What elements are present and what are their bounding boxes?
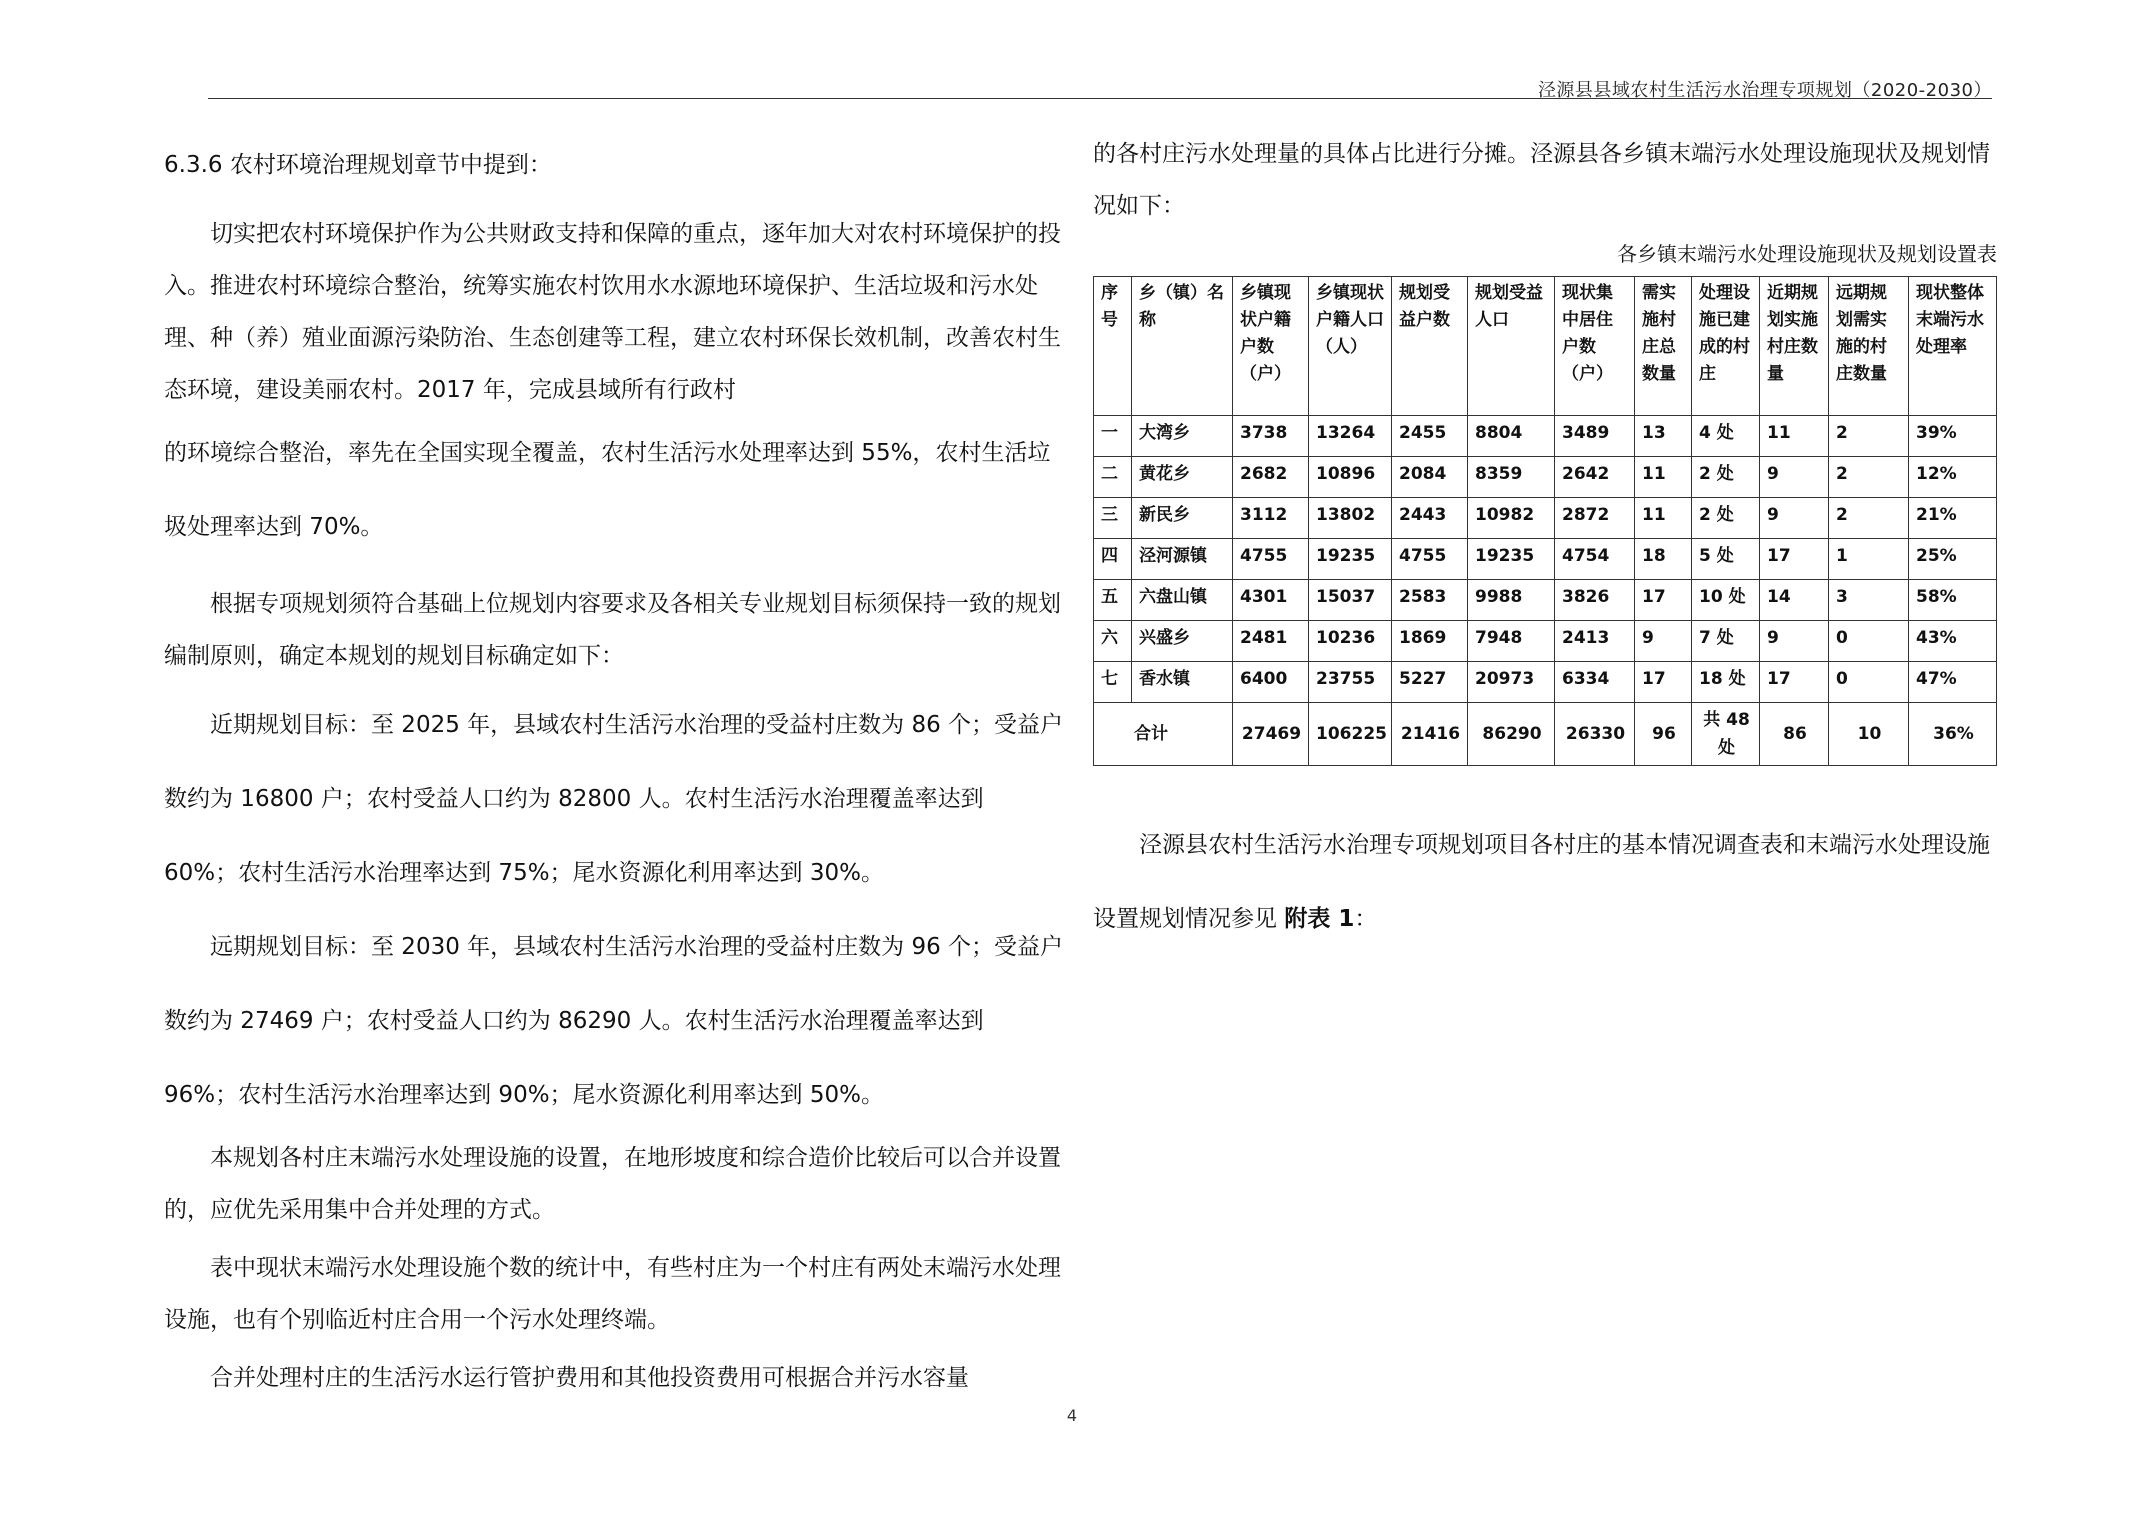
table-row	[1094, 539, 1997, 580]
table-row	[1094, 416, 1997, 457]
table-cell: 新民乡	[1132, 498, 1233, 539]
appendix-reference: 附表 1	[1284, 906, 1355, 932]
table-row	[1094, 498, 1997, 539]
table-cell: 21%	[1909, 498, 1997, 539]
table-caption: 各乡镇末端污水处理设施现状及规划设置表	[1617, 242, 1997, 266]
table-cell: 17	[1760, 662, 1829, 703]
table-cell: 9988	[1468, 580, 1555, 621]
paragraph-6: 表中现状末端污水处理设施个数的统计中，有些村庄为一个村庄有两处末端污水处理设施，也有个别临近村庄合用一个污水处理终端。	[164, 1255, 1061, 1333]
total-cell: 21416	[1392, 703, 1468, 766]
table-cell: 2583	[1392, 580, 1468, 621]
table-cell: 2 处	[1692, 498, 1760, 539]
table-body	[1094, 416, 1997, 766]
paragraph-1b: 的环境综合整治，率先在全国实现全覆盖，农村生活污水处理率达到 55%，农村生活垃圾处理率达到 70%。	[164, 440, 1051, 540]
total-label-cell: 合计	[1094, 703, 1233, 766]
total-cell: 36%	[1909, 703, 1997, 766]
page-number: 4	[1066, 1406, 1078, 1425]
table-cell: 2443	[1392, 498, 1468, 539]
table-cell: 2682	[1233, 457, 1309, 498]
table-cell: 七	[1094, 662, 1132, 703]
table-cell: 2	[1829, 498, 1909, 539]
table-cell: 四	[1094, 539, 1132, 580]
table-cell: 4755	[1392, 539, 1468, 580]
table-cell: 2	[1829, 416, 1909, 457]
table-cell: 19235	[1309, 539, 1392, 580]
table-cell: 3489	[1555, 416, 1635, 457]
table-cell: 2	[1829, 457, 1909, 498]
table-cell: 1	[1829, 539, 1909, 580]
table-cell: 二	[1094, 457, 1132, 498]
total-cell: 106225	[1309, 703, 1392, 766]
table-cell: 20973	[1468, 662, 1555, 703]
table-cell: 9	[1760, 621, 1829, 662]
table-cell: 5 处	[1692, 539, 1760, 580]
table-cell: 18	[1635, 539, 1692, 580]
table-cell: 黄花乡	[1132, 457, 1233, 498]
right-intro-text: 的各村庄污水处理量的具体占比进行分摊。泾源县各乡镇末端污水处理设施现状及规划情况如下：	[1093, 141, 1990, 219]
table-cell: 19235	[1468, 539, 1555, 580]
table-cell: 4 处	[1692, 416, 1760, 457]
total-cell: 86290	[1468, 703, 1555, 766]
paragraph-3-short-term-goal: 近期规划目标：至 2025 年，县域农村生活污水治理的受益村庄数为 86 个；受益户数约为 16800 户；农村受益人口约为 82800 人。农村生活污水治理覆盖率达到 60%；农村生活污水治理率达到 75%；尾水资源化利用率达到 30%。	[164, 712, 1064, 886]
section-heading: 6.3.6 农村环境治理规划章节中提到：	[164, 152, 552, 178]
table-cell: 13802	[1309, 498, 1392, 539]
table-cell: 17	[1635, 580, 1692, 621]
table-cell: 6400	[1233, 662, 1309, 703]
table-cell: 3	[1829, 580, 1909, 621]
table-cell: 3738	[1233, 416, 1309, 457]
table-cell: 一	[1094, 416, 1132, 457]
table-cell: 23755	[1309, 662, 1392, 703]
table-header-cell: 远期规划需实施的村庄数量	[1829, 277, 1909, 416]
table-cell: 六	[1094, 621, 1132, 662]
table-header-cell: 现状集中居住户数（户）	[1555, 277, 1635, 416]
closing-text: 泾源县农村生活污水治理专项规划项目各村庄的基本情况调查表和末端污水处理设施设置规划情况参见	[1093, 832, 1990, 932]
table-total-row	[1094, 703, 1997, 766]
paragraph-5: 本规划各村庄末端污水处理设施的设置，在地形坡度和综合造价比较后可以合并设置的，应优先采用集中合并处理的方式。	[164, 1145, 1061, 1223]
table-header-cell: 现状整体末端污水处理率	[1909, 277, 1997, 416]
table-cell: 6334	[1555, 662, 1635, 703]
total-cell: 96	[1635, 703, 1692, 766]
table-cell: 7948	[1468, 621, 1555, 662]
table-cell: 六盘山镇	[1132, 580, 1233, 621]
table-cell: 10896	[1309, 457, 1392, 498]
table-cell: 1869	[1392, 621, 1468, 662]
table-cell: 15037	[1309, 580, 1392, 621]
table-header-cell: 乡（镇）名称	[1132, 277, 1233, 416]
table-cell: 7 处	[1692, 621, 1760, 662]
table-header-cell: 乡镇现状户籍户数（户）	[1233, 277, 1309, 416]
total-cell: 共 48 处	[1692, 703, 1760, 766]
table-cell: 39%	[1909, 416, 1997, 457]
table-header-cell: 需实施村庄总数量	[1635, 277, 1692, 416]
table-row	[1094, 580, 1997, 621]
table-cell: 2642	[1555, 457, 1635, 498]
table-row	[1094, 662, 1997, 703]
table-cell: 大湾乡	[1132, 416, 1233, 457]
table-cell: 10982	[1468, 498, 1555, 539]
table-cell: 三	[1094, 498, 1132, 539]
closing-punctuation: ：	[1354, 906, 1378, 932]
table-cell: 2455	[1392, 416, 1468, 457]
facilities-table	[1093, 276, 1997, 766]
table-cell: 2 处	[1692, 457, 1760, 498]
table-cell: 14	[1760, 580, 1829, 621]
table-cell: 3826	[1555, 580, 1635, 621]
table-cell: 2481	[1233, 621, 1309, 662]
table-header-cell: 近期规划实施村庄数量	[1760, 277, 1829, 416]
paragraph-4-long-term-goal: 远期规划目标：至 2030 年，县域农村生活污水治理的受益村庄数为 96 个；受益户数约为 27469 户；农村受益人口约为 86290 人。农村生活污水治理覆盖率达到 96%；农村生活污水治理率达到 90%；尾水资源化利用率达到 50%。	[164, 934, 1064, 1108]
table-cell: 0	[1829, 662, 1909, 703]
table-header-cell: 序号	[1094, 277, 1132, 416]
table-cell: 11	[1635, 498, 1692, 539]
table-header-cell: 规划受益户数	[1392, 277, 1468, 416]
table-cell: 4754	[1555, 539, 1635, 580]
table-cell: 17	[1760, 539, 1829, 580]
table-cell: 13	[1635, 416, 1692, 457]
table-header-cell: 处理设施已建成的村庄	[1692, 277, 1760, 416]
table-cell: 9	[1760, 457, 1829, 498]
table-cell: 2413	[1555, 621, 1635, 662]
table-cell: 8804	[1468, 416, 1555, 457]
table-cell: 12%	[1909, 457, 1997, 498]
header-divider	[208, 98, 1992, 99]
document-header-title: 泾源县县域农村生活污水治理专项规划（2020-2030）	[1537, 80, 1992, 101]
table-cell: 10236	[1309, 621, 1392, 662]
table-header-row	[1094, 277, 1997, 416]
table-cell: 8359	[1468, 457, 1555, 498]
table-row	[1094, 457, 1997, 498]
table-cell: 4755	[1233, 539, 1309, 580]
total-cell: 26330	[1555, 703, 1635, 766]
table-cell: 9	[1760, 498, 1829, 539]
table-cell: 2084	[1392, 457, 1468, 498]
table-cell: 2872	[1555, 498, 1635, 539]
table-cell: 香水镇	[1132, 662, 1233, 703]
table-cell: 18 处	[1692, 662, 1760, 703]
paragraph-1a: 切实把农村环境保护作为公共财政支持和保障的重点，逐年加大对农村环境保护的投入。推进农村环境综合整治，统筹实施农村饮用水水源地环境保护、生活垃圾和污水处理、种（养）殖业面源污染防治、生态创建等工程，建立农村环保长效机制，改善农村生态环境，建设美丽农村。2017 年，完成县域所有行政村	[164, 221, 1061, 403]
left-column	[164, 128, 1064, 1404]
table-row	[1094, 621, 1997, 662]
total-cell: 86	[1760, 703, 1829, 766]
total-cell: 10	[1829, 703, 1909, 766]
paragraph-2: 根据专项规划须符合基础上位规划内容要求及各相关专业规划目标须保持一致的规划编制原则，确定本规划的规划目标确定如下：	[164, 591, 1061, 669]
right-column	[1093, 128, 1997, 956]
table-cell: 58%	[1909, 580, 1997, 621]
total-cell: 27469	[1233, 703, 1309, 766]
closing-paragraph	[1093, 808, 1997, 956]
table-cell: 43%	[1909, 621, 1997, 662]
table-cell: 4301	[1233, 580, 1309, 621]
table-cell: 0	[1829, 621, 1909, 662]
table-cell: 兴盛乡	[1132, 621, 1233, 662]
table-cell: 13264	[1309, 416, 1392, 457]
table-cell: 3112	[1233, 498, 1309, 539]
table-header-cell: 乡镇现状户籍人口（人）	[1309, 277, 1392, 416]
table-header-cell: 规划受益人口	[1468, 277, 1555, 416]
table-cell: 47%	[1909, 662, 1997, 703]
table-cell: 9	[1635, 621, 1692, 662]
table-cell: 10 处	[1692, 580, 1760, 621]
paragraph-7: 合并处理村庄的生活污水运行管护费用和其他投资费用可根据合并污水容量	[210, 1365, 969, 1391]
table-cell: 泾河源镇	[1132, 539, 1233, 580]
table-cell: 5227	[1392, 662, 1468, 703]
table-cell: 11	[1760, 416, 1829, 457]
table-cell: 17	[1635, 662, 1692, 703]
table-cell: 25%	[1909, 539, 1997, 580]
table-cell: 五	[1094, 580, 1132, 621]
table-cell: 11	[1635, 457, 1692, 498]
